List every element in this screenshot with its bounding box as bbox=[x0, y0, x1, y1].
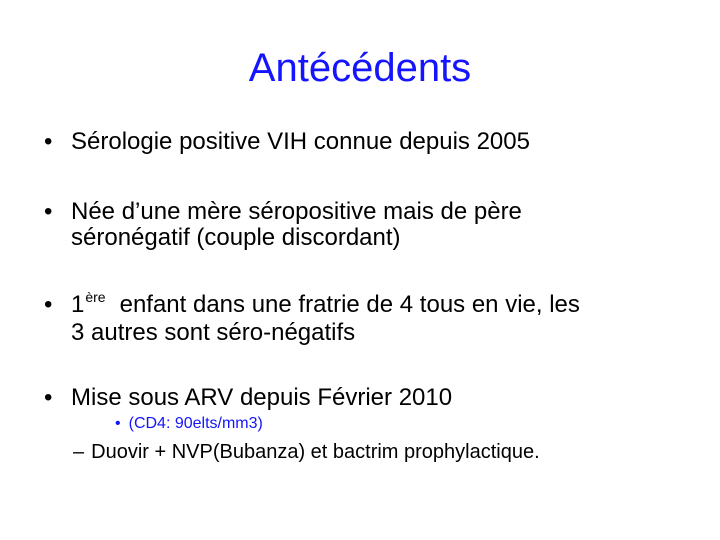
bullet-text bbox=[71, 199, 711, 251]
bullet-line-1: Mise sous ARV depuis Février 2010 bbox=[71, 384, 453, 411]
sub-bullet-dot: • bbox=[115, 415, 121, 432]
bullet-text bbox=[71, 289, 711, 346]
bullet-line-1: Sérologie positive VIH connue depuis 2005 bbox=[71, 128, 530, 155]
bullet-text bbox=[71, 385, 711, 411]
bullet-line-1: Née d’une mère séropositive mais de père bbox=[71, 198, 522, 225]
bullet-dot: • bbox=[44, 128, 53, 155]
sub-bullet-cd4 bbox=[115, 414, 263, 434]
dash-mark: – bbox=[73, 441, 85, 463]
dash-item-treatment bbox=[73, 440, 540, 464]
bullet-line-1-rest: enfant dans une fratrie de 4 tous en vie, les bbox=[119, 291, 580, 318]
sub-bullet-text: (CD4: 90elts/mm3) bbox=[128, 415, 263, 432]
bullet-dot: • bbox=[44, 198, 53, 225]
bullet-line-1 bbox=[71, 289, 711, 320]
ordinal-superscript: ère bbox=[85, 289, 106, 305]
bullet-line-2: séronégatif (couple discordant) bbox=[71, 224, 401, 251]
bullet-line-2: 3 autres sont séro-négatifs bbox=[71, 319, 356, 346]
dash-item-text: Duovir + NVP(Bubanza) et bactrim prophylactique. bbox=[91, 441, 540, 463]
slide-title: Antécédents bbox=[248, 46, 472, 90]
bullet-text bbox=[71, 129, 711, 155]
bullet-dot: • bbox=[44, 291, 53, 318]
ordinal-number: 1 bbox=[71, 291, 85, 318]
bullet-dot: • bbox=[44, 384, 53, 411]
